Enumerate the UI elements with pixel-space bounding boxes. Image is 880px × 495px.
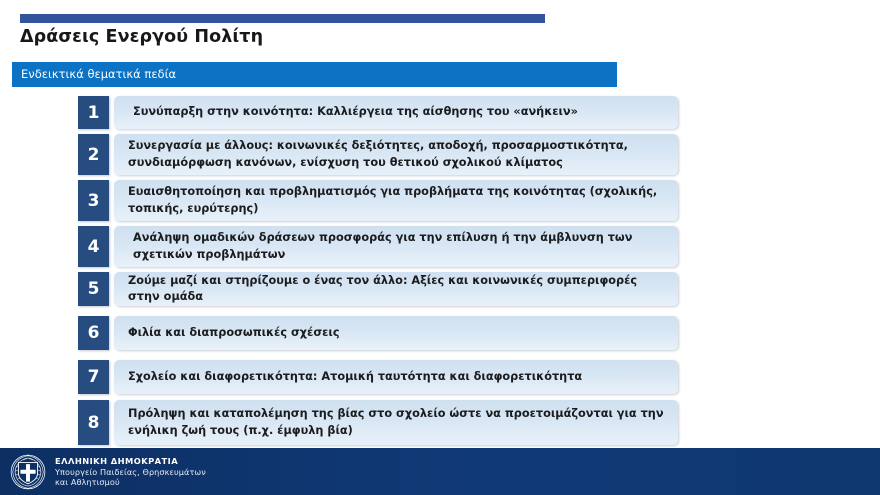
- list-item-number-badge: 6: [78, 316, 109, 350]
- list-item-number-badge: 2: [78, 134, 109, 175]
- subtitle-label: Ενδεικτικά θεματικά πεδία: [21, 67, 177, 81]
- greek-coat-of-arms-icon: [10, 454, 46, 490]
- list-item-number-badge: 8: [78, 400, 109, 445]
- footer-ministry-line-1: Υπουργείο Παιδείας, Θρησκευμάτων: [55, 466, 206, 477]
- list-item-label: Ζούμε μαζί και στηρίζουμε ο ένας τον άλλο: Αξίες και κοινωνικές συμπεριφορές στην ομάδα: [128, 273, 638, 303]
- list-item-label: Συνεργασία με άλλους: κοινωνικές δεξιότητες, αποδοχή, προσαρμοστικότητα, συνδιαμόρφωση κανόνων, ενίσχυση του θετικού σχολικού κλίματος: [128, 139, 628, 169]
- list-item-label: Πρόληψη και καταπολέμηση της βίας στο σχολείο ώστε να προετοιμάζονται για την ενήλικη ζωή τους (π.χ. έμφυλη βία): [128, 407, 664, 437]
- list-item-panel[interactable]: [114, 134, 678, 175]
- footer-republic-label: ΕΛΛΗΝΙΚΗ ΔΗΜΟΚΡΑΤΙΑ: [55, 455, 179, 466]
- page-title: Δράσεις Ενεργού Πολίτη: [20, 27, 264, 47]
- list-item-label: Σχολείο και διαφορετικότητα: Ατομική ταυτότητα και διαφορετικότητα: [128, 369, 583, 383]
- list-item-number-badge: 1: [78, 96, 109, 129]
- list-item-panel[interactable]: [114, 96, 678, 129]
- list-item-label: Ευαισθητοποίηση και προβληματισμός για προβλήματα της κοινότητας (σχολικής, τοπικής, ευρύτερης): [128, 185, 658, 215]
- footer-bar: [0, 448, 880, 495]
- ministry-text: [55, 456, 206, 488]
- list-item-panel[interactable]: [114, 316, 678, 350]
- list-item-panel[interactable]: [114, 180, 678, 221]
- list-item-label: Φιλία και διαπροσωπικές σχέσεις: [128, 325, 340, 339]
- footer-ministry-line-2: και Αθλητισμού: [55, 477, 120, 488]
- list-item-panel[interactable]: [114, 360, 678, 394]
- list-item-panel[interactable]: [114, 400, 678, 445]
- list-item-panel[interactable]: [114, 226, 678, 267]
- list-item-number-badge: 7: [78, 360, 109, 394]
- list-item-number-badge: 3: [78, 180, 109, 221]
- list-item-number-badge: 4: [78, 226, 109, 267]
- list-item-panel[interactable]: [114, 272, 678, 306]
- list-item-label: Ανάληψη ομαδικών δράσεων προσφοράς για την επίλυση ή την άμβλυνση των σχετικών προβλημάτων: [133, 231, 633, 261]
- footer-content: [10, 454, 206, 490]
- list-item-number-badge: 5: [78, 272, 109, 306]
- list-item-label: Συνύπαρξη στην κοινότητα: Καλλιέργεια της αίσθησης του «ανήκειν»: [133, 105, 578, 119]
